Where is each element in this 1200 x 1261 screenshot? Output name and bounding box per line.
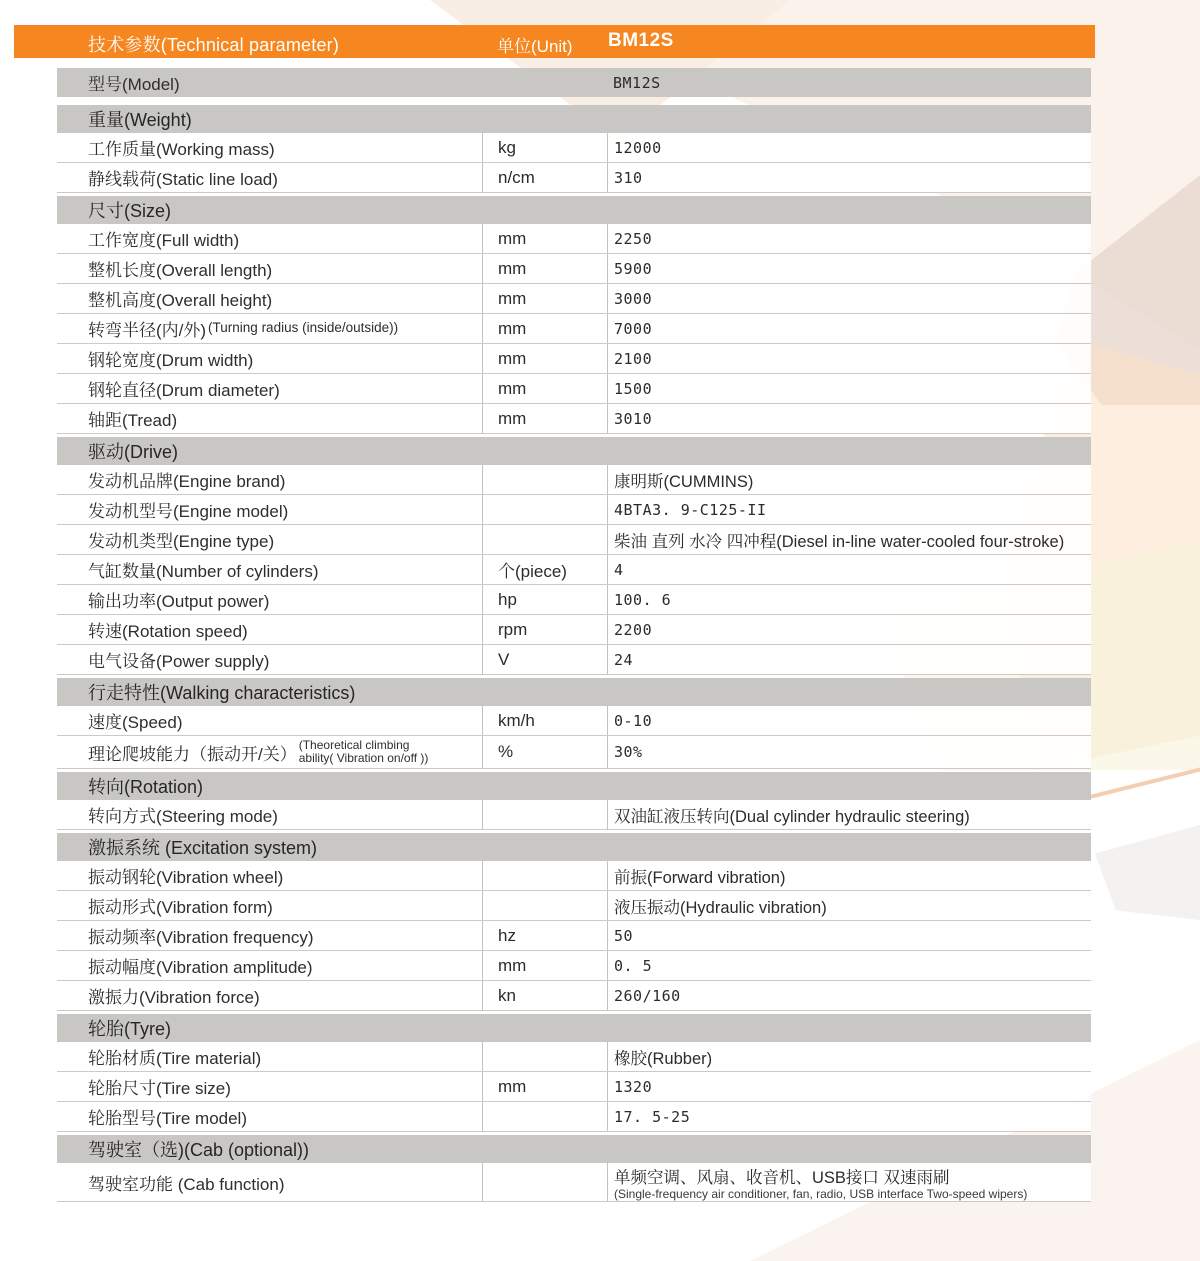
unit-cell: mm	[482, 344, 607, 373]
param-label: 振动钢轮(Vibration wheel)	[88, 868, 284, 887]
param-label: 电气设备(Power supply)	[88, 652, 270, 671]
unit-cell: mm	[482, 374, 607, 403]
bg-gray-polygon-right	[1095, 825, 1200, 920]
unit-cell: km/h	[482, 706, 607, 735]
value-cell: 5900	[607, 254, 1091, 283]
unit-cell	[482, 800, 607, 829]
value-cell: 橡胶(Rubber)	[607, 1042, 1091, 1071]
unit-cell: 个(piece)	[482, 555, 607, 584]
param-label: 发动机品牌(Engine brand)	[88, 472, 286, 491]
spec-row	[57, 224, 1091, 254]
spec-row	[57, 465, 1091, 495]
unit-cell	[482, 525, 607, 554]
header-model-name: BM12S	[608, 30, 674, 51]
spec-row	[57, 800, 1091, 830]
value-cell: BM12S	[613, 73, 661, 92]
value-cell: 50	[607, 921, 1091, 950]
spec-row	[57, 404, 1091, 434]
unit-cell: n/cm	[482, 163, 607, 192]
param-label: 轮胎型号(Tire model)	[88, 1109, 247, 1128]
value-cell: 3010	[607, 404, 1091, 433]
param-label: 轮胎材质(Tire material)	[88, 1049, 262, 1068]
param-label: 振动频率(Vibration frequency)	[88, 928, 314, 947]
value-cell: 康明斯(CUMMINS)	[607, 465, 1091, 494]
spec-row	[57, 555, 1091, 585]
value-cell: 0. 5	[607, 951, 1091, 980]
unit-cell	[482, 1163, 607, 1201]
value-cell: 2200	[607, 615, 1091, 644]
section-header: 轮胎(Tyre)	[57, 1014, 1091, 1042]
param-label: 转弯半径(内/外) (Turning radius (inside/outside))	[88, 320, 399, 340]
param-label: 整机长度(Overall length)	[88, 261, 273, 280]
unit-cell	[482, 465, 607, 494]
table-header-bar	[14, 25, 1095, 58]
spec-row	[57, 344, 1091, 374]
param-label: 转向方式(Steering mode)	[88, 807, 278, 826]
spec-row	[57, 314, 1091, 344]
model-row	[57, 68, 1091, 97]
spec-row	[57, 284, 1091, 314]
spec-row	[57, 1072, 1091, 1102]
value-cell: 1500	[607, 374, 1091, 403]
value-cell: 30%	[607, 736, 1091, 768]
value-cell: 单频空调、风扇、收音机、USB接口 双速雨刷 (Single-frequency air conditioner, fan, radio, USB interface Two-speed wipers)	[607, 1163, 1091, 1201]
value-cell: 17. 5-25	[607, 1102, 1091, 1131]
param-label: 整机高度(Overall height)	[88, 291, 273, 310]
unit-cell: mm	[482, 1072, 607, 1101]
spec-row	[57, 1102, 1091, 1132]
param-label: 钢轮宽度(Drum width)	[88, 351, 254, 370]
param-label: 轴距(Tread)	[88, 411, 178, 430]
unit-cell	[482, 891, 607, 920]
spec-row	[57, 163, 1091, 193]
value-cell: 260/160	[607, 981, 1091, 1010]
spec-row	[57, 645, 1091, 675]
spec-row	[57, 951, 1091, 981]
spec-row	[57, 736, 1091, 769]
value-cell: 双油缸液压转向(Dual cylinder hydraulic steering)	[607, 800, 1091, 829]
param-label: 静线载荷(Static line load)	[88, 170, 278, 189]
spec-row	[57, 133, 1091, 163]
param-label: 速度(Speed)	[88, 713, 183, 732]
param-label: 振动幅度(Vibration amplitude)	[88, 958, 313, 977]
value-cell: 液压振动(Hydraulic vibration)	[607, 891, 1091, 920]
unit-cell: kg	[482, 133, 607, 162]
value-cell: 2250	[607, 224, 1091, 253]
section-header: 驱动(Drive)	[57, 437, 1091, 465]
param-label: 气缸数量(Number of cylinders)	[88, 562, 319, 581]
spec-row	[57, 1042, 1091, 1072]
section-header: 行走特性(Walking characteristics)	[57, 678, 1091, 706]
unit-cell: V	[482, 645, 607, 674]
unit-cell: %	[482, 736, 607, 768]
param-label: 振动形式(Vibration form)	[88, 898, 273, 917]
value-cell: 100. 6	[607, 585, 1091, 614]
value-cell: 12000	[607, 133, 1091, 162]
unit-cell: mm	[482, 404, 607, 433]
spec-row	[57, 861, 1091, 891]
param-label: 工作宽度(Full width)	[88, 231, 240, 250]
spec-row	[57, 921, 1091, 951]
unit-cell: hp	[482, 585, 607, 614]
spec-row	[57, 495, 1091, 525]
section-header: 重量(Weight)	[57, 105, 1091, 133]
unit-cell	[482, 1102, 607, 1131]
spec-table	[57, 68, 1091, 1202]
unit-cell: mm	[482, 314, 607, 343]
param-label: 转速(Rotation speed)	[88, 622, 248, 641]
unit-cell: mm	[482, 284, 607, 313]
param-label: 理论爬坡能力（振动开/关） (Theoretical climbing ability( Vibration on/off ))	[88, 738, 429, 765]
param-label: 激振力(Vibration force)	[88, 988, 260, 1007]
unit-cell: hz	[482, 921, 607, 950]
unit-cell: mm	[482, 254, 607, 283]
param-label: 输出功率(Output power)	[88, 592, 270, 611]
unit-cell: mm	[482, 224, 607, 253]
spec-row	[57, 615, 1091, 645]
unit-cell: rpm	[482, 615, 607, 644]
value-cell: 前振(Forward vibration)	[607, 861, 1091, 890]
unit-cell	[482, 861, 607, 890]
value-cell: 柴油 直列 水冷 四冲程(Diesel in-line water-cooled four-stroke)	[607, 525, 1091, 554]
value-cell: 7000	[607, 314, 1091, 343]
param-label: 发动机型号(Engine model)	[88, 502, 289, 521]
header-title: 技术参数(Technical parameter)	[88, 35, 340, 55]
unit-cell: kn	[482, 981, 607, 1010]
param-label: 驾驶室功能 (Cab function)	[88, 1174, 285, 1194]
value-cell: 0-10	[607, 706, 1091, 735]
value-cell: 3000	[607, 284, 1091, 313]
header-unit-label: 单位(Unit)	[497, 37, 573, 56]
value-cell: 4BTA3. 9-C125-II	[607, 495, 1091, 524]
param-label: 钢轮直径(Drum diameter)	[88, 381, 280, 400]
param-label: 工作质量(Working mass)	[88, 140, 275, 159]
unit-cell	[482, 495, 607, 524]
param-label: 轮胎尺寸(Tire size)	[88, 1079, 231, 1098]
spec-row	[57, 374, 1091, 404]
spec-row	[57, 525, 1091, 555]
section-header: 尺寸(Size)	[57, 196, 1091, 224]
spec-row	[57, 254, 1091, 284]
value-cell: 24	[607, 645, 1091, 674]
value-cell: 310	[607, 163, 1091, 192]
spec-row	[57, 585, 1091, 615]
spec-row	[57, 706, 1091, 736]
spec-row	[57, 981, 1091, 1011]
unit-cell	[482, 1042, 607, 1071]
value-cell: 4	[607, 555, 1091, 584]
spec-row	[57, 891, 1091, 921]
param-label: 型号(Model)	[88, 75, 180, 94]
section-header: 转向(Rotation)	[57, 772, 1091, 800]
section-header: 激振系统 (Excitation system)	[57, 833, 1091, 861]
section-header: 驾驶室（选)(Cab (optional))	[57, 1135, 1091, 1163]
spec-row	[57, 1163, 1091, 1202]
unit-cell: mm	[482, 951, 607, 980]
param-label: 发动机类型(Engine type)	[88, 532, 275, 551]
value-cell: 1320	[607, 1072, 1091, 1101]
value-subtext: (Single-frequency air conditioner, fan, radio, USB interface Two-speed wipers)	[614, 1186, 1028, 1201]
value-cell: 2100	[607, 344, 1091, 373]
